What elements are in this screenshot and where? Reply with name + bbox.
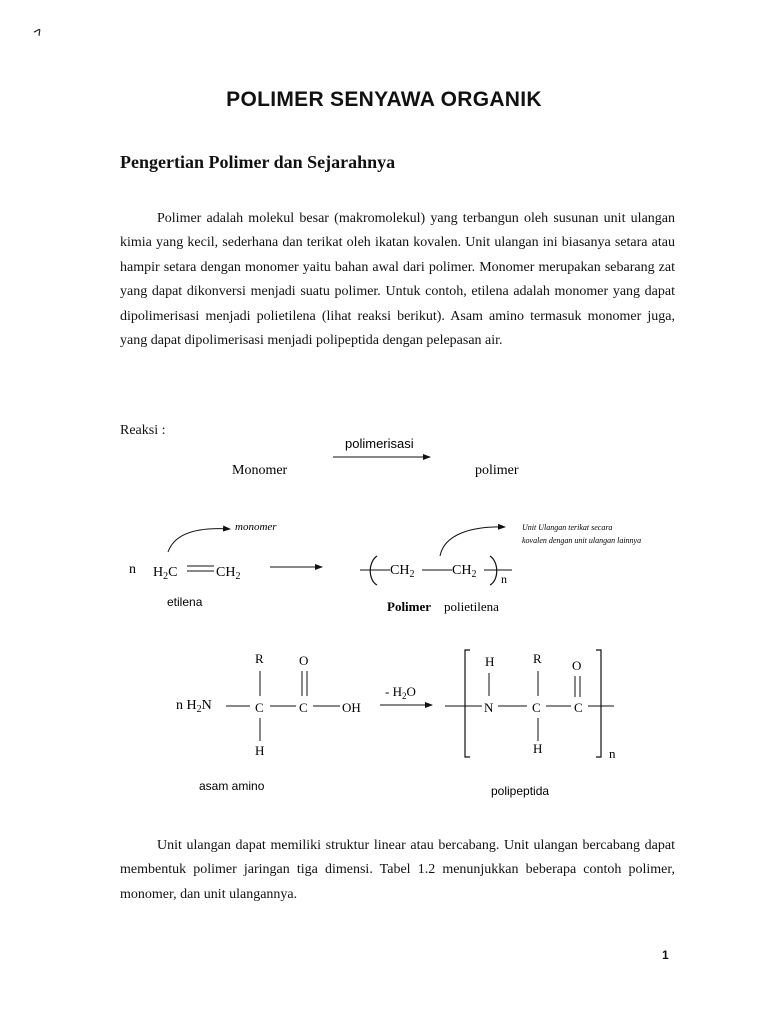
page-number: 1 xyxy=(662,948,669,962)
atom-h-product: H xyxy=(533,741,543,756)
reaction-label: Reaksi : xyxy=(120,423,166,438)
subscript-n-peptide: n xyxy=(609,746,616,761)
reactant-monomer: Monomer xyxy=(232,463,288,478)
unit-ch2-left: $CH_2$ xyxy=(390,563,415,580)
atom-c-alpha-product: C xyxy=(532,700,541,715)
subscript-n: n xyxy=(501,572,507,586)
monomer-annotation: monomer xyxy=(235,521,277,533)
atom-n: N xyxy=(484,700,494,715)
ethylene-reaction xyxy=(129,521,641,614)
right-square-bracket xyxy=(596,650,601,757)
atom-r-product: R xyxy=(533,651,542,666)
atom-o: O xyxy=(299,653,309,668)
atom-o-product: O xyxy=(572,658,582,673)
unit-ch2-right: $CH_2$ xyxy=(452,563,477,580)
atom-h-nitrogen: H xyxy=(485,654,495,669)
atom-c-carbonyl: C xyxy=(299,700,308,715)
product-polimer: polimer xyxy=(475,463,519,478)
coefficient-n: n xyxy=(129,562,136,577)
unit-annotation-line-1: Unit Ulangan terikat secara xyxy=(522,523,613,532)
atom-oh: OH xyxy=(342,700,361,715)
reactant-ch2: $CH_2$ xyxy=(216,565,241,582)
atom-h: H xyxy=(255,743,265,758)
amino-acid-reaction xyxy=(176,650,616,798)
reactant-name-asam-amino: asam amino xyxy=(199,779,265,793)
left-square-bracket xyxy=(465,650,470,757)
product-bold-polimer: Polimer xyxy=(387,599,432,614)
section-heading: Pengertian Polimer dan Sejarahnya xyxy=(120,152,396,172)
general-reaction xyxy=(232,436,519,478)
closing-paragraph xyxy=(120,834,675,907)
condition-minus-h2o: - $H_2O$ xyxy=(385,684,416,701)
product-name-polipeptida: polipeptida xyxy=(491,784,550,798)
unit-curved-arrow xyxy=(440,527,505,556)
arrow-label-polimerisasi: polimerisasi xyxy=(345,436,414,451)
paragraph-text: Unit ulangan dapat memiliki struktur linear atau bercabang. Unit ulangan bercabang dapat membentuk polimer jaringan tiga dimensi. Tabel 1.2 menunjukkan beberapa contoh polimer, monomer, dan unit ulangannya. xyxy=(120,838,675,902)
atom-c-carbonyl-product: C xyxy=(574,700,583,715)
product-name-polietilena: polietilena xyxy=(444,599,499,614)
monomer-curved-arrow xyxy=(168,529,230,552)
page-title: POLIMER SENYAWA ORGANIK xyxy=(226,88,542,111)
corner-mark: ^ xyxy=(28,25,44,44)
atom-c-alpha: C xyxy=(255,700,264,715)
reactant-h2c: $H_2C$ xyxy=(153,565,178,582)
reactant-name-etilena: etilena xyxy=(167,595,203,609)
unit-annotation-line-2: kovalen dengan unit ulangan lainnya xyxy=(522,536,642,545)
atom-r: R xyxy=(255,651,264,666)
paragraph-text: Polimer adalah molekul besar (makromolekul) yang terbangun oleh susunan unit ulangan kimia yang kecil, sederhana dan terikat oleh ikatan kovalen. Unit ulangan ini biasanya setara atau hampir setara dengan monomer yaitu bahan awal dari polimer. Monomer merupakan sebarang zat yang dapat dikonversi menjadi suatu polimer. Untuk contoh, etilena adalah monomer yang dapat dipolimerisasi menjadi polietilena (lihat reaksi berikut). Asam amino termasuk monomer juga, yang dapat dipolimerisasi menjadi polipeptida dengan pelepasan air. xyxy=(120,211,675,349)
reactant-nh2n: n $H_2N$ xyxy=(176,698,212,715)
